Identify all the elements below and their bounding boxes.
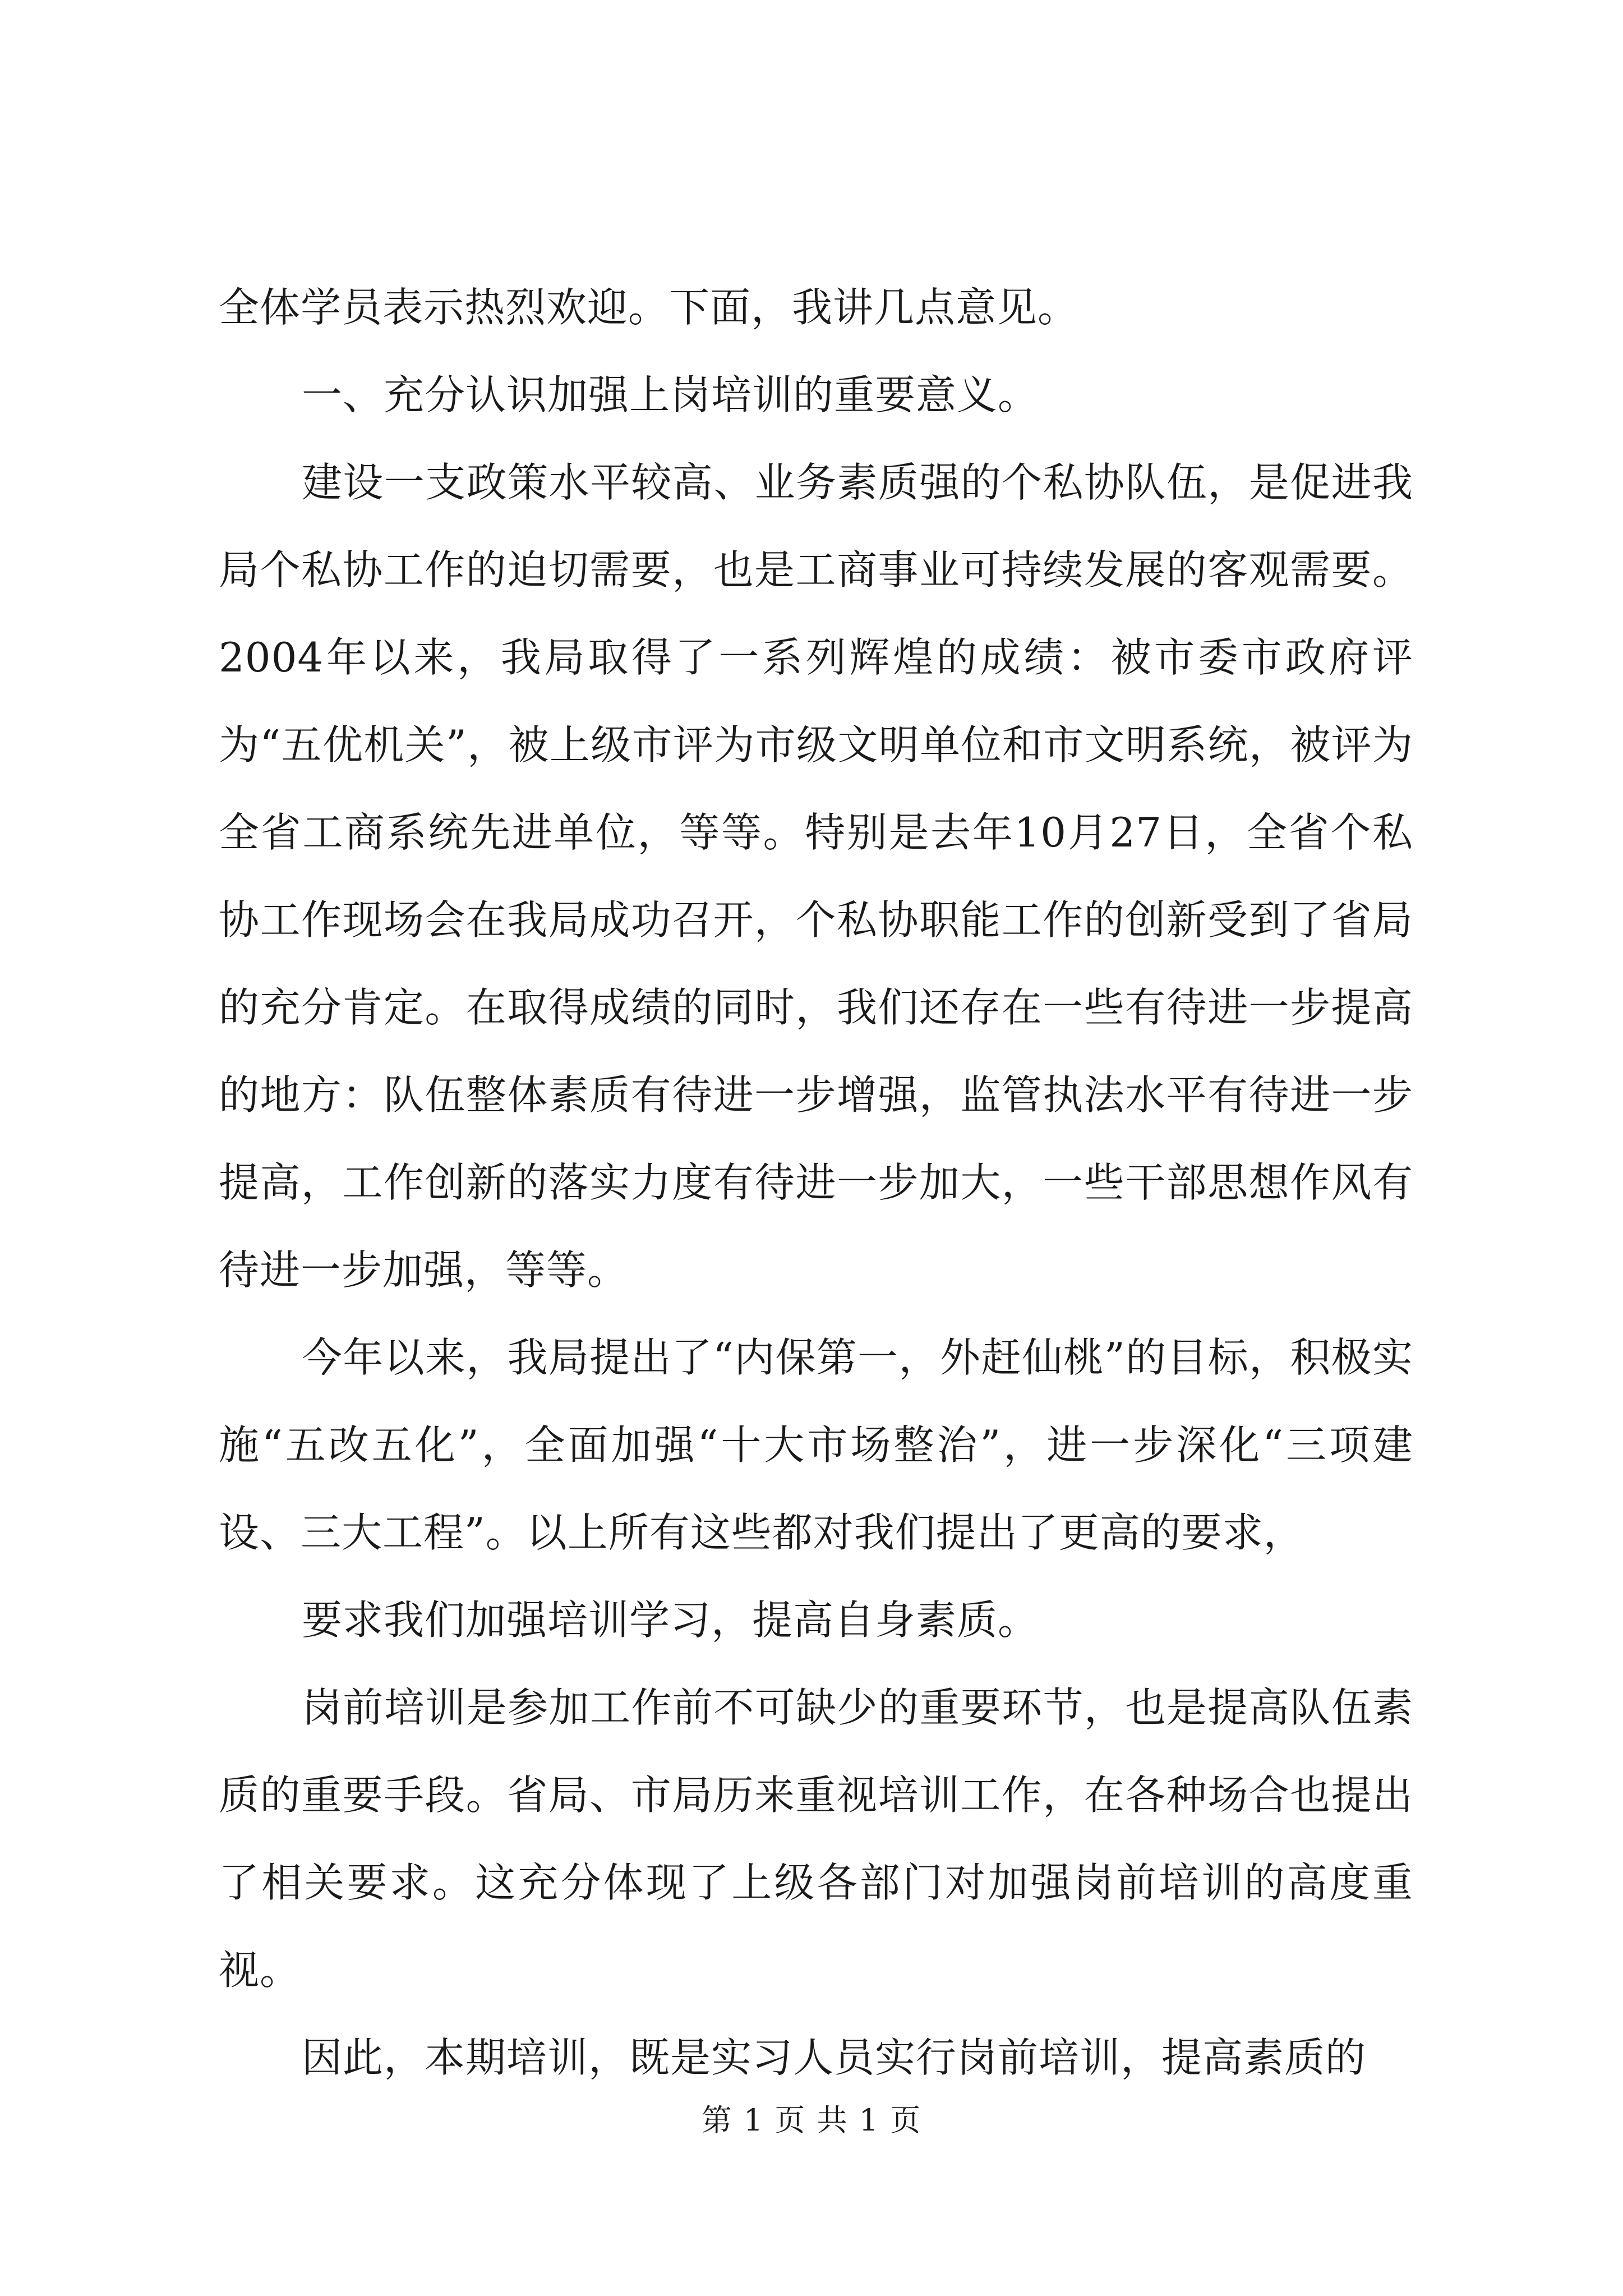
paragraph-3: 建设一支政策水平较高、业务素质强的个私协队伍，是促进我局个私协工作的迫切需要，也是工商事业可持续发展的客观需要。2004年以来，我局取得了一系列辉煌的成绩：被市委市政府评为“五优机关”，被上级市评为市级文明单位和市文明系统，被评为全省工商系统先进单位，等等。特别是去年10月27日，全省个私协工作现场会在我局成功召开，个私协职能工作的创新受到了省局的充分肯定。在取得成绩的同时，我们还存在一些有待进一步提高的地方：队伍整体素质有待进一步增强，监管执法水平有待进一步提高，工作创新的落实力度有待进一步加大，一些干部思想作风有待进一步加强，等等。	[219, 459, 1413, 1294]
document-body	[219, 264, 1413, 2101]
page-footer: 第 1 页 共 1 页	[701, 2102, 922, 2138]
paragraph-1: 全体学员表示热烈欢迎。下面，我讲几点意见。	[219, 284, 1079, 331]
paragraph-2-section-heading: 一、充分认识加强上岗培训的重要意义。	[302, 371, 1039, 418]
paragraph-7: 因此，本期培训，既是实习人员实行岗前培训，提高素质的	[302, 2034, 1367, 2081]
paragraph-6: 岗前培训是参加工作前不可缺少的重要环节，也是提高队伍素质的重要手段。省局、市局历来重视培训工作，在各种场合也提出了相关要求。这充分体现了上级各部门对加强岗前培训的高度重视。	[219, 1684, 1413, 1994]
paragraph-5: 要求我们加强培训学习，提高自身素质。	[302, 1596, 1039, 1644]
paragraph-4: 今年以来，我局提出了“内保第一，外赶仙桃”的目标，积极实施“五改五化”，全面加强“十大市场整治”，进一步深化“三项建设、三大工程”。以上所有这些都对我们提出了更高的要求，	[219, 1334, 1413, 1556]
